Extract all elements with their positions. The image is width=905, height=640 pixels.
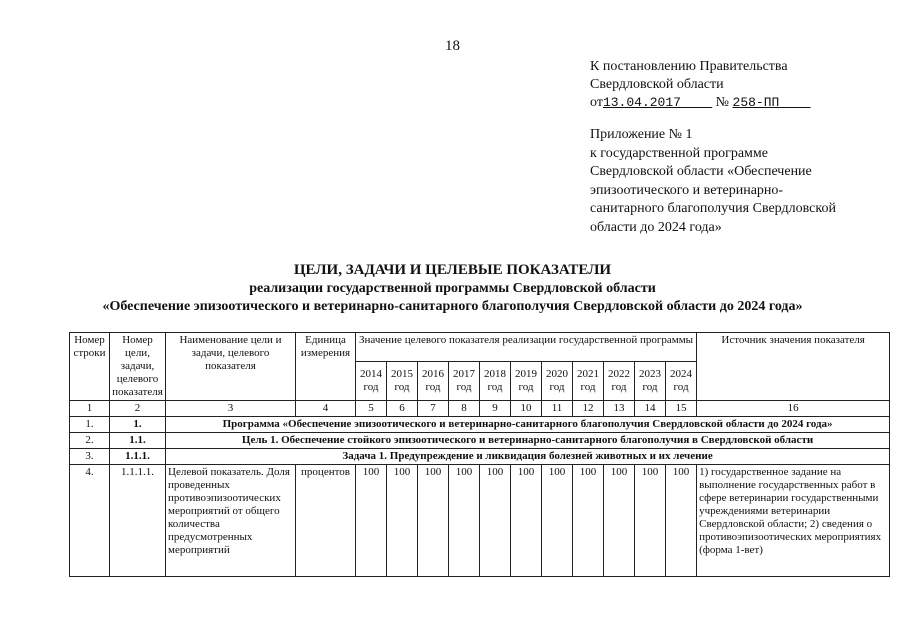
row-number: 1. — [70, 417, 110, 433]
column-number: 4 — [296, 401, 356, 417]
column-number: 8 — [449, 401, 480, 417]
year-header: 2015 год — [387, 362, 418, 401]
goal-title: Цель 1. Обеспечение стойкого эпизоотического и ветеринарно-санитарного благополучия в Свердловской области — [166, 433, 890, 449]
year-header: 2016 год — [418, 362, 449, 401]
indicators-table — [69, 332, 890, 577]
indicator-value: 100 — [480, 465, 511, 577]
decree-date-line — [590, 94, 811, 112]
column-number: 9 — [480, 401, 511, 417]
column-number: 3 — [166, 401, 296, 417]
year-header: 2021 год — [573, 362, 604, 401]
column-number-row — [70, 401, 890, 417]
row-number: 4. — [70, 465, 110, 577]
indicator-name: Целевой показатель. Доля проведенных противоэпизоотических мероприятий от общего количества предусмотренных мероприятий — [166, 465, 296, 577]
indicator-value: 100 — [356, 465, 387, 577]
program-title: Программа «Обеспечение эпизоотического и ветеринарно-санитарного благополучия Свердловской области до 2024 года» — [166, 417, 890, 433]
appendix-line5: санитарного благополучия Свердловской — [590, 201, 836, 216]
decree-line1: К постановлению Правительства — [590, 59, 788, 74]
date-prefix: от — [590, 95, 603, 110]
year-header: 2024 год — [666, 362, 697, 401]
appendix-line4: эпизоотического и ветеринарно- — [590, 182, 784, 198]
year-header: 2014 год — [356, 362, 387, 401]
column-number: 14 — [635, 401, 666, 417]
goal-row — [70, 433, 890, 449]
decree-date: 13.04.2017 — [602, 95, 681, 110]
row-code: 1.1. — [110, 433, 166, 449]
indicator-value: 100 — [666, 465, 697, 577]
column-number: 7 — [418, 401, 449, 417]
column-number: 13 — [604, 401, 635, 417]
column-number: 5 — [356, 401, 387, 417]
decree-number: 258-ПП — [732, 95, 780, 110]
row-number: 2. — [70, 433, 110, 449]
year-header: 2017 год — [449, 362, 480, 401]
header-unit: Единица измерения — [296, 333, 356, 401]
indicator-row — [70, 465, 890, 577]
row-number: 3. — [70, 449, 110, 465]
indicator-source: 1) государственное задание на выполнение государственных работ в сфере ветеринарии государственными учреждениями ветеринарии Свердловской области; 2) сведения о противоэпизоотических мероприятиях (форма 1-вет) — [697, 465, 890, 577]
indicator-value: 100 — [449, 465, 480, 577]
appendix-line6: области до 2024 года» — [590, 219, 722, 235]
year-header: 2022 год — [604, 362, 635, 401]
indicator-value: 100 — [387, 465, 418, 577]
column-number: 12 — [573, 401, 604, 417]
year-header: 2018 год — [480, 362, 511, 401]
indicator-value: 100 — [418, 465, 449, 577]
page-number: 18 — [445, 38, 460, 54]
header-row-num: Номер строки — [70, 333, 110, 401]
header-name: Наименование цели и задачи, целевого показателя — [166, 333, 296, 401]
column-number: 11 — [542, 401, 573, 417]
program-name: «Обеспечение эпизоотического и ветеринарно-санитарного благополучия Свердловской области до 2024 года» — [102, 299, 803, 314]
year-header: 2020 год — [542, 362, 573, 401]
year-header: 2023 год — [635, 362, 666, 401]
row-code: 1. — [110, 417, 166, 433]
year-header: 2019 год — [511, 362, 542, 401]
task-row — [70, 449, 890, 465]
column-number: 15 — [666, 401, 697, 417]
appendix-line3: Свердловской области «Обеспечение — [590, 164, 812, 179]
column-number: 16 — [697, 401, 890, 417]
document-title: ЦЕЛИ, ЗАДАЧИ И ЦЕЛЕВЫЕ ПОКАЗАТЕЛИ — [293, 262, 612, 278]
indicator-value: 100 — [635, 465, 666, 577]
header-source: Источник значения показателя — [697, 333, 890, 401]
table-header-row — [70, 333, 890, 362]
column-number: 6 — [387, 401, 418, 417]
indicator-value: 100 — [604, 465, 635, 577]
program-row — [70, 417, 890, 433]
header-goal-num: Номер цели, задачи, целевого показателя — [110, 333, 166, 401]
decree-reference — [590, 58, 811, 112]
column-number: 2 — [110, 401, 166, 417]
row-code: 1.1.1.1. — [110, 465, 166, 577]
appendix-block — [590, 126, 880, 237]
indicator-unit: процентов — [296, 465, 356, 577]
header-values: Значение целевого показателя реализации государственной программы — [356, 333, 697, 362]
document-subtitle: реализации государственной программы Свердловской области — [249, 281, 656, 296]
task-title: Задача 1. Предупреждение и ликвидация болезней животных и их лечение — [166, 449, 890, 465]
indicator-value: 100 — [542, 465, 573, 577]
column-number: 10 — [511, 401, 542, 417]
appendix-line2: к государственной программе — [590, 145, 768, 161]
decree-line2: Свердловской области — [590, 77, 724, 92]
number-prefix: № — [715, 95, 730, 110]
row-code: 1.1.1. — [110, 449, 166, 465]
indicator-value: 100 — [511, 465, 542, 577]
appendix-line1: Приложение № 1 — [590, 127, 693, 142]
column-number: 1 — [70, 401, 110, 417]
indicator-value: 100 — [573, 465, 604, 577]
